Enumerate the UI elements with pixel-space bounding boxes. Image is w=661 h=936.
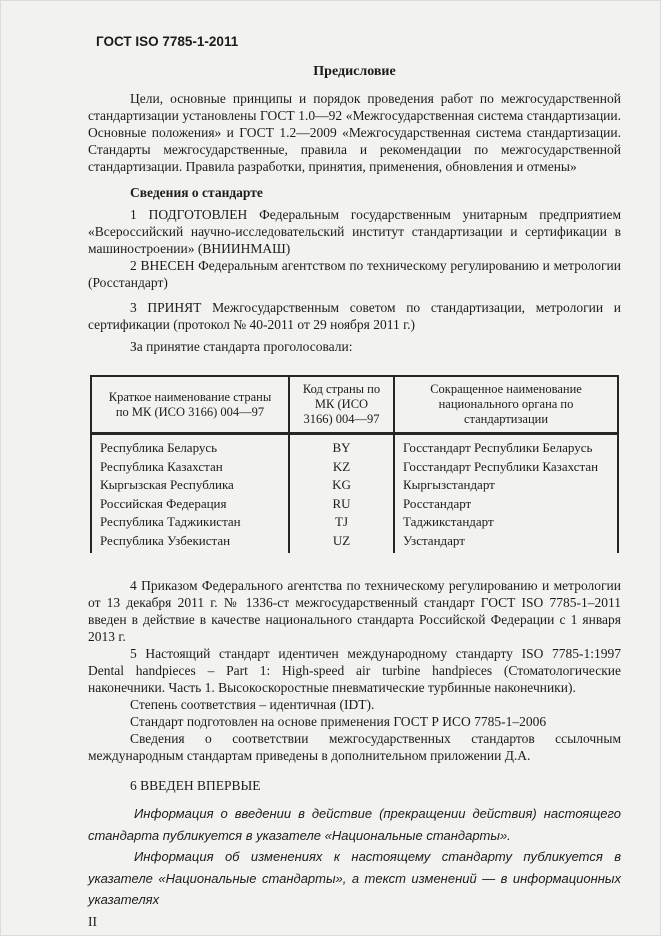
doc-code: ГОСТ ISO 7785-1-2011: [96, 34, 239, 49]
clause-4-paragraph: 4 Приказом Федерального агентства по техническому регулированию и метрологии от 13 декабря 2011 г. № 1336-ст межгосударственный стандарт ГОСТ ISO 7785-1–2011 введен в действие в качестве национального стандарта Российской Федерации с 1 января 2013 г.: [88, 578, 621, 644]
vote-table-row: [91, 434, 618, 458]
body-cell: Госстандарт Республики Беларусь: [394, 434, 618, 458]
code-cell: RU: [289, 495, 394, 514]
basis-line: Стандарт подготовлен на основе применения ГОСТ Р ИСО 7785-1–2006: [130, 714, 547, 729]
page-number: II: [88, 913, 97, 929]
code-cell: TJ: [289, 513, 394, 532]
body-cell: Росстандарт: [394, 495, 618, 514]
clause-2-paragraph: 2 ВНЕСЕН Федеральным агентством по техническому регулированию и метрологии (Росстандарт): [88, 258, 621, 290]
publication-note-1: Информация о введении в действие (прекращении действия) настоящего стандарта публикуется в указателе «Национальные стандарты».: [88, 806, 621, 843]
body-cell: Кыргызстандарт: [394, 476, 618, 495]
code-cell: UZ: [289, 532, 394, 554]
body-cell: Госстандарт Республики Казахстан: [394, 458, 618, 477]
code-cell: BY: [289, 434, 394, 458]
clause-3-paragraph: 3 ПРИНЯТ Межгосударственным советом по стандартизации, метрологии и сертификации (протокол № 40-2011 от 29 ноября 2011 г.): [88, 300, 621, 332]
body-cell: Таджикстандарт: [394, 513, 618, 532]
preface-title: Предисловие: [313, 64, 396, 79]
publication-note-2: Информация об изменениях к настоящему стандарту публикуется в указателе «Национальные стандарты», а текст изменений — в информационных указателях: [88, 849, 621, 907]
vote-table-row: [91, 458, 618, 477]
clause-5-paragraph: 5 Настоящий стандарт идентичен международному стандарту ISO 7785-1:1997 Dental handpieces – Part 1: High-speed air turbine handpieces (Стоматологические наконечники. Часть 1. Высокоскоростные пневматические турбинные наконечники).: [88, 646, 621, 695]
country-cell: Республика Казахстан: [91, 458, 289, 477]
country-cell: Республика Таджикистан: [91, 513, 289, 532]
column-header-code: Код страны по МК (ИСО 3166) 004—97: [289, 376, 394, 434]
conformity-degree-line: Степень соответствия – идентичная (IDT).: [130, 697, 375, 712]
clause-6-line: 6 ВВЕДЕН ВПЕРВЫЕ: [130, 778, 261, 793]
vote-table-row: [91, 476, 618, 495]
vote-table-row: [91, 532, 618, 554]
standard-info-heading: Сведения о стандарте: [130, 185, 263, 200]
country-cell: Кыргызская Республика: [91, 476, 289, 495]
country-cell: Республика Узбекистан: [91, 532, 289, 554]
body-cell: Узстандарт: [394, 532, 618, 554]
country-cell: Республика Беларусь: [91, 434, 289, 458]
code-cell: KZ: [289, 458, 394, 477]
intro-paragraph: Цели, основные принципы и порядок проведения работ по межгосударственной стандартизации установлены ГОСТ 1.0—92 «Межгосударственная система стандартизации. Основные положения» и ГОСТ 1.2—2009 «Межгосударственная система стандартизации. Стандарты межгосударственные, правила и рекомендации по межгосударственной стандартизации. Правила разработки, принятия, применения, обновления и отмены»: [88, 91, 621, 174]
vote-intro-line: За принятие стандарта проголосовали:: [130, 339, 353, 354]
vote-table-header-row: [91, 376, 618, 434]
vote-table-row: [91, 495, 618, 514]
column-header-country: Краткое наименование страны по МК (ИСО 3166) 004—97: [91, 376, 289, 434]
code-cell: KG: [289, 476, 394, 495]
vote-table: [90, 375, 619, 553]
clause-1-paragraph: 1 ПОДГОТОВЛЕН Федеральным государственным унитарным предприятием «Всероссийский научно-исследовательский институт стандартизации и сертификации в машиностроении» (ВНИИНМАШ): [88, 207, 621, 256]
reference-note-paragraph: Сведения о соответствии межгосударственных стандартов ссылочным международным стандартам приведены в дополнительном приложении Д.А.: [88, 731, 621, 763]
country-cell: Российская Федерация: [91, 495, 289, 514]
column-header-body: Сокращенное наименование национального органа по стандартизации: [394, 376, 618, 434]
vote-table-row: [91, 513, 618, 532]
